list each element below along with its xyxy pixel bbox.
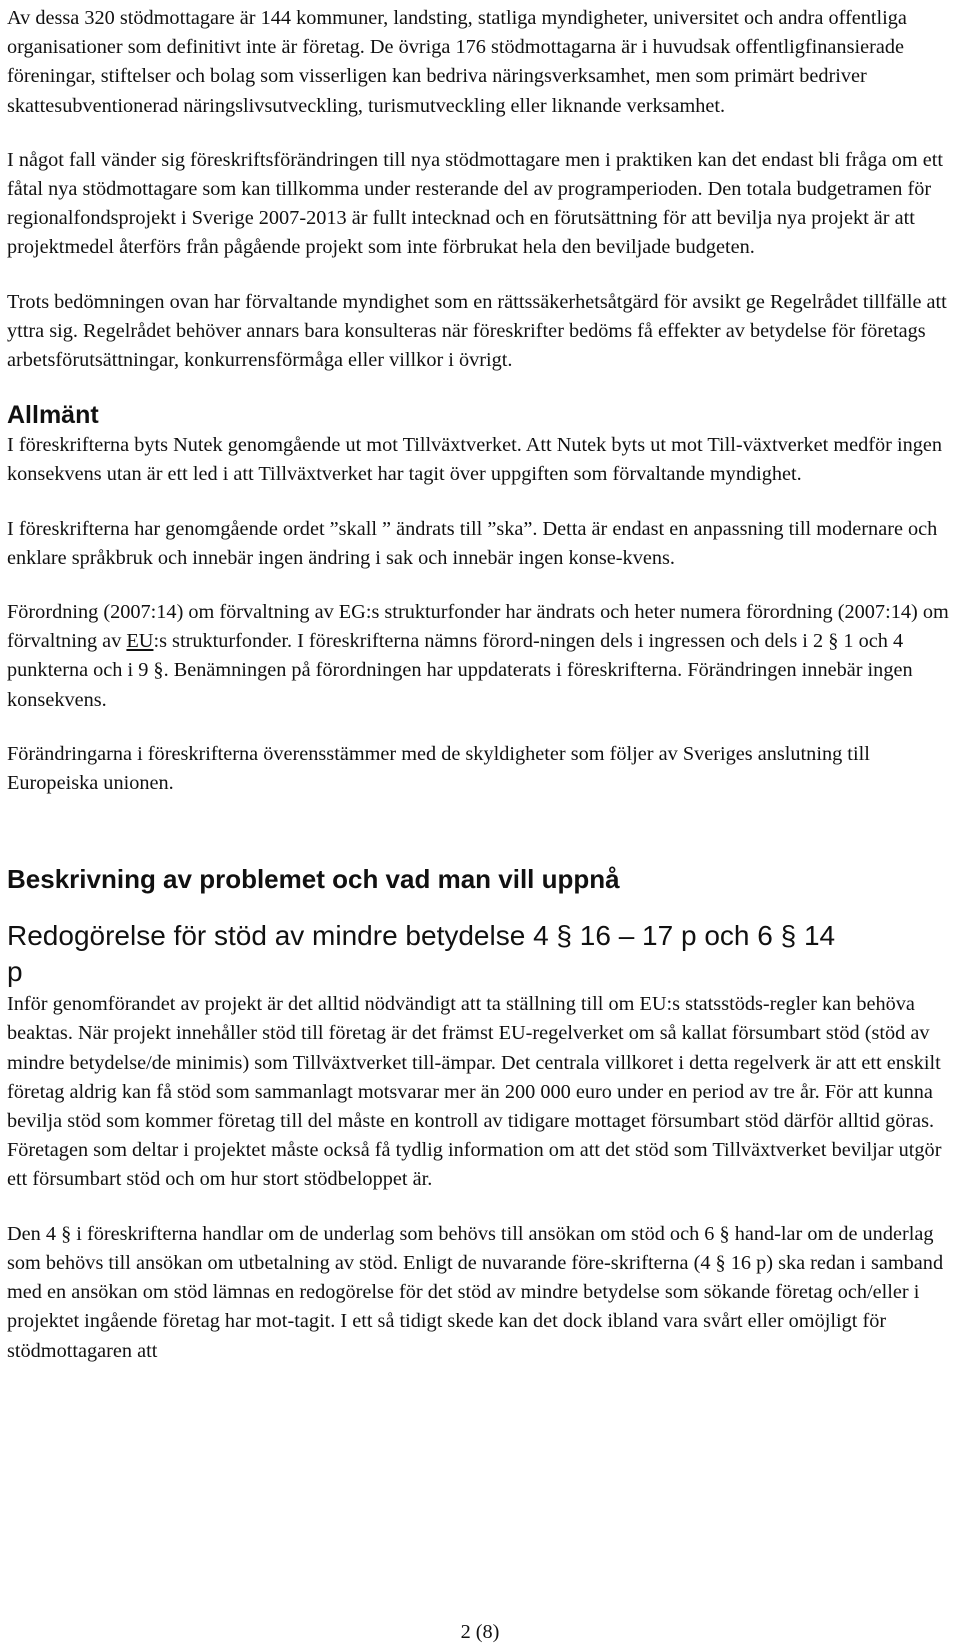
paragraph-regelradet: Trots bedömningen ovan har förvaltande myndighet som en rättssäkerhetsåtgärd för avsikt ge Regelrådet tillfälle att yttra sig. Regelrådet behöver annars bara konsulteras när föreskrifter bedöms få effekter av betydelse för företags arbetsförutsättningar, konkurrensförmåga eller villkor i övrigt.	[7, 290, 947, 372]
page-number: 2 (8)	[460, 1621, 500, 1643]
paragraph-forordning	[7, 598, 955, 715]
heading-allmant: Allmänt	[7, 401, 99, 430]
paragraph-nutek: I föreskrifterna byts Nutek genomgående ut mot Tillväxtverket. Att Nutek byts ut mot Till-växtverket medför ingen konsekvens utan är ett led i att Tillväxtverket har tagit över uppgiften som förvaltande myndighet.	[7, 434, 943, 486]
forordning-text-end: :s strukturfonder. I föreskrifterna nämns förord-ningen dels i ingressen och dels i 2 § 1 och 4 punkterna och i 9 §. Benämningen på förordningen har uppdaterats i föreskrifterna. Förändringen innebär ingen konsekvens.	[7, 630, 913, 711]
eu-link[interactable]: EU	[126, 630, 154, 653]
paragraph-eu-skyldigheter: Förändringarna i föreskrifterna överensstämmer med de skyldigheter som följer av Sveriges anslutning till Europeiska unionen.	[7, 742, 870, 795]
heading-beskrivning: Beskrivning av problemet och vad man vill uppnå	[7, 864, 620, 895]
paragraph-foreskriftsforandring: I något fall vänder sig föreskriftsförändringen till nya stödmottagare men i praktiken kan det endast bli fråga om ett fåtal nya stödmottagare som kan tillkomma under resterande del av programperioden. Den totala budgetramen för regionalfondsprojekt i Sverige 2007-2013 är fullt intecknad och en förutsättning för att bevilja nya projekt är att projektmedel återförs från pågående projekt som inte förbrukat hela den beviljade budgeten.	[7, 148, 944, 259]
paragraph-underlag: Den 4 § i föreskrifterna handlar om de underlag som behövs till ansökan om stöd och 6 § hand-lar om de underlag som behövs till ansökan om utbetalning av stöd. Enligt de nuvarande före-skrifterna (4 § 16 p) ska redan i samband med en ansökan om stöd lämnas en redogörelse för det stöd av mindre betydelse som sökande företag och/eller i projektet ingående företag har mot-tagit. I ett så tidigt skede kan det dock ibland vara svårt eller omöjligt för stödmottagaren att	[7, 1222, 944, 1362]
paragraph-stodmottagare: Av dessa 320 stödmottagare är 144 kommuner, landsting, statliga myndigheter, universitet och andra offentliga organisationer som definitivt inte är företag. De övriga 176 stödmottagarna är i huvudsak offentligfinansierade föreningar, stiftelser och bolag som visserligen kan bedriva näringsverksamhet, men som primärt bedriver skattesubventionerad näringslivsutveckling, turismutveckling eller liknande verksamhet.	[7, 7, 907, 117]
paragraph-statsstod: Inför genomförandet av projekt är det alltid nödvändigt att ta ställning till om EU:s statsstöds-regler kan behöva beaktas. När projekt innehåller stöd till företag är det främst EU-regelverket om så kallat försumbart stöd (stöd av mindre betydelse/de minimis) som Tillväxtverket till-ämpar. Det centrala villkoret i detta regelverk är att ett enskilt företag aldrig kan få stöd som sammanlagt motsvarar mer än 200 000 euro under en period av tre år. För att kunna bevilja stöd som kommer företag till del måste en kontroll av tidigare mottaget försumbart stöd därför alltid göras. Företagen som deltar i projektet måste också få tydlig information om att det stöd som Tillväxtverket beviljar utgör ett försumbart stöd och om hur stort stödbeloppet är.	[7, 993, 942, 1191]
document-page	[7, 0, 955, 1366]
heading-redogorelse: Redogörelse för stöd av mindre betydelse 4 § 16 – 17 p och 6 § 14 p	[7, 920, 836, 988]
paragraph-skall-ska: I föreskrifterna har genomgående ordet ”skall ” ändrats till ”ska”. Detta är endast en anpassning till modernare och enklare språkbruk och innebär ingen ändring i sak och innebär ingen konse-kvens.	[7, 517, 938, 569]
forordning-text-start: Förordning (2007:14) om förvaltning av EG:s strukturfonder har ändrats och heter numera förordning (2007:14) om förvaltning av	[7, 601, 949, 653]
